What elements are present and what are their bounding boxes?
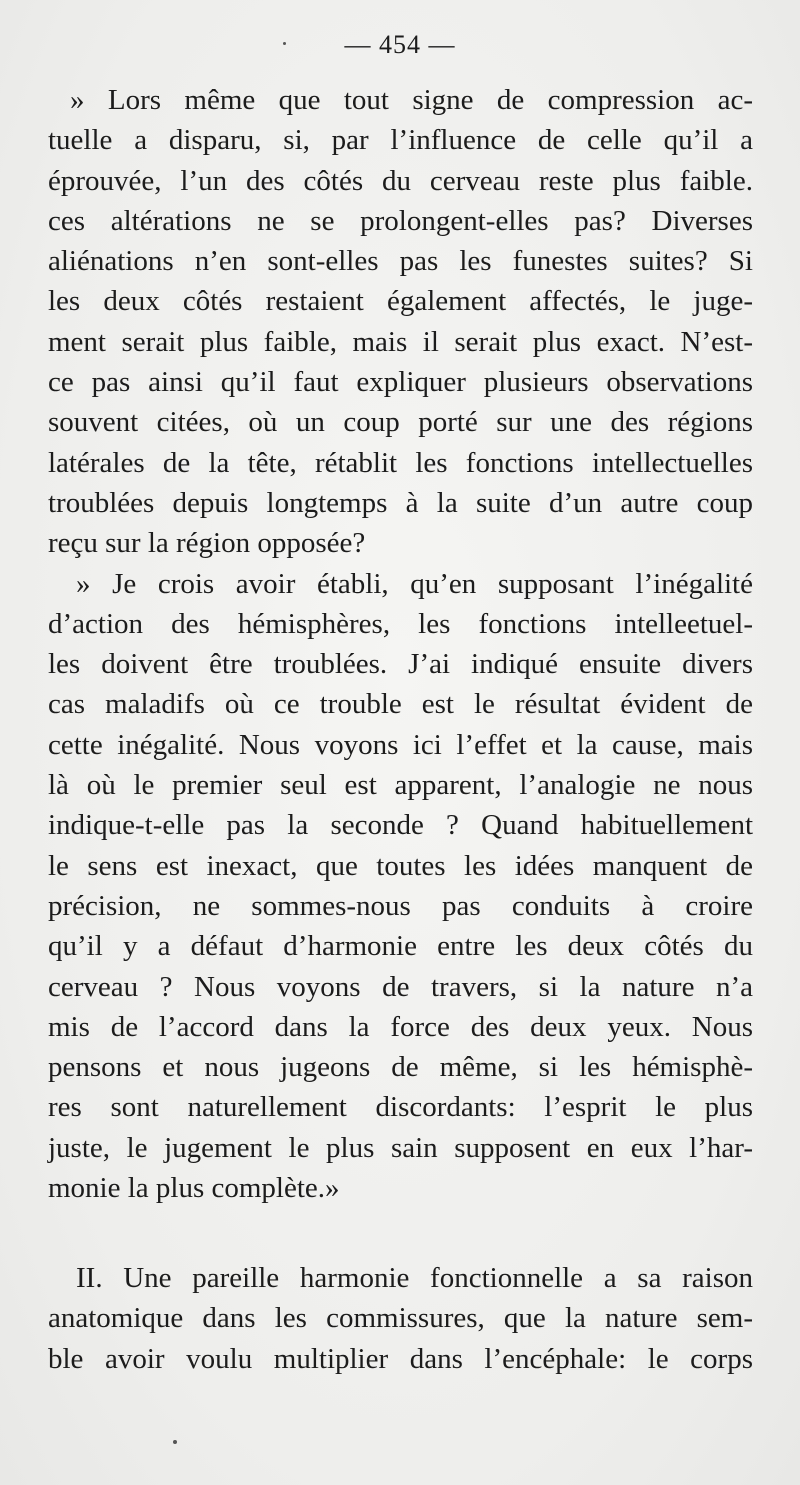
text-line: les deux côtés restaient également affectés, le juge- xyxy=(48,285,753,318)
text-line: reçu sur la région opposée? xyxy=(48,527,366,560)
ink-speck xyxy=(173,1440,177,1444)
text-line: cette inégalité. Nous voyons ici l’effet et la cause, mais xyxy=(48,728,753,761)
text-line: pensons et nous jugeons de même, si les hémisphè- xyxy=(48,1051,753,1084)
text-line: latérales de la tête, rétablit les fonctions intellectuelles xyxy=(48,446,753,479)
ink-speck xyxy=(283,42,286,45)
text-line: qu’il y a défaut d’harmonie entre les deux côtés du xyxy=(48,930,753,963)
text-line: ces altérations ne se prolongent-elles pas? Diverses xyxy=(48,204,753,237)
page-number: — 454 — xyxy=(344,30,456,59)
text-line: éprouvée, l’un des côtés du cerveau reste plus faible. xyxy=(48,164,753,197)
paragraph-2 xyxy=(48,564,753,1209)
text-line: » Lors même que tout signe de compression ac- xyxy=(70,84,753,116)
text-line: ment serait plus faible, mais il serait plus exact. N’est- xyxy=(48,325,753,358)
text-line: monie la plus complète.» xyxy=(48,1172,340,1205)
text-line: précision, ne sommes-nous pas conduits à croire xyxy=(48,889,753,922)
text-line: ce pas ainsi qu’il faut expliquer plusieurs observations xyxy=(48,366,753,399)
text-line: res sont naturellement discordants: l’esprit le plus xyxy=(48,1091,753,1124)
body-text xyxy=(48,80,753,1208)
text-line: cas maladifs où ce trouble est le résultat évident de xyxy=(48,688,753,721)
text-line: d’action des hémisphères, les fonctions intelleetuel- xyxy=(48,607,753,640)
text-line: anatomique dans les commissures, que la nature sem- xyxy=(48,1302,753,1335)
text-line: indique-t-elle pas la seconde ? Quand habituellement xyxy=(48,809,753,842)
paragraph-1 xyxy=(48,80,753,564)
text-line: là où le premier seul est apparent, l’analogie ne nous xyxy=(48,769,753,802)
text-line: cerveau ? Nous voyons de travers, si la nature n’a xyxy=(48,970,753,1003)
text-line: II. Une pareille harmonie fonctionnelle a sa raison xyxy=(76,1262,753,1294)
text-line: le sens est inexact, que toutes les idées manquent de xyxy=(48,849,753,882)
text-line: ble avoir voulu multiplier dans l’encéphale: le corps xyxy=(48,1342,753,1375)
text-line: troublées depuis longtemps à la suite d’un autre coup xyxy=(48,486,753,519)
text-line: souvent citées, où un coup porté sur une des régions xyxy=(48,406,753,439)
text-line: » Je crois avoir établi, qu’en supposant l’inégalité xyxy=(76,567,753,600)
text-line: mis de l’accord dans la force des deux yeux. Nous xyxy=(48,1010,753,1043)
text-line: juste, le jugement le plus sain supposent en eux l’har- xyxy=(48,1131,753,1164)
text-line: tuelle a disparu, si, par l’influence de celle qu’il a xyxy=(48,124,753,157)
section-ii xyxy=(48,1258,753,1379)
text-line: aliénations n’en sont-elles pas les funestes suites? Si xyxy=(48,245,753,278)
text-line: les doivent être troublées. J’ai indiqué ensuite divers xyxy=(48,648,753,681)
